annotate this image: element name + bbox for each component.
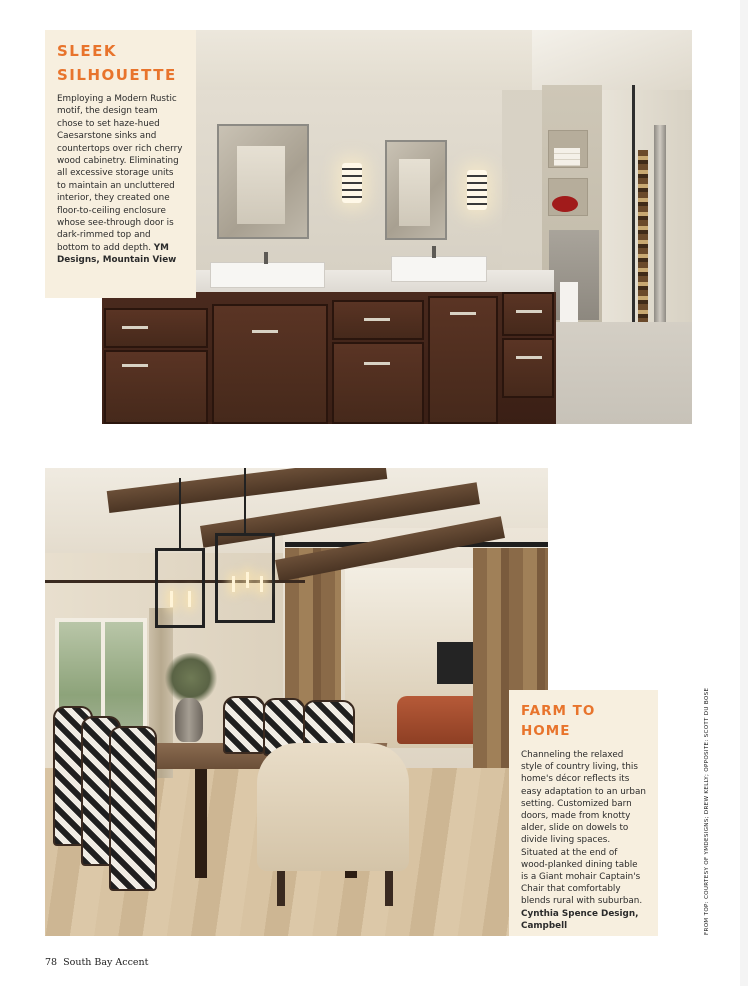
cabinet-drawer bbox=[104, 350, 208, 424]
table-leg bbox=[195, 768, 207, 878]
chandelier-chain bbox=[244, 468, 246, 533]
television bbox=[437, 642, 477, 684]
sleek-body-text: Employing a Modern Rustic motif, the design team chose to set haze-hued Caesarstone sinks and countertops over rich cherry wood cabinetry. Eliminating all excessive storage units to maintain an uncluttered interior, they created one floor-to-ceiling enclosure whose see-through door is dark-rimmed top and bottom to add depth. bbox=[57, 94, 183, 253]
patterned-dining-chair bbox=[109, 726, 157, 891]
sleek-body bbox=[57, 93, 184, 267]
faucet-right bbox=[432, 246, 436, 258]
drawer-pull bbox=[516, 356, 542, 359]
sleek-heading bbox=[57, 39, 177, 87]
branch-arrangement bbox=[163, 653, 219, 703]
farm-heading: FARM TO HOME bbox=[521, 703, 596, 739]
sleek-silhouette-caption bbox=[45, 30, 196, 298]
cabinet-drawer bbox=[104, 308, 208, 348]
farm-body bbox=[521, 749, 646, 932]
vanity-mirror-left bbox=[217, 124, 309, 239]
chair-leg bbox=[277, 866, 285, 906]
vessel-sink-right bbox=[391, 256, 487, 282]
red-flowers bbox=[552, 196, 578, 212]
dining-room-photo bbox=[45, 468, 548, 936]
drawer-pull bbox=[122, 326, 148, 329]
drawer-pull bbox=[450, 312, 476, 315]
cabinet-drawer bbox=[502, 292, 554, 336]
cabinet-door bbox=[212, 304, 328, 424]
cabinet-drawer bbox=[502, 338, 554, 398]
mosaic-tile-strip bbox=[638, 150, 648, 325]
chair-leg bbox=[385, 866, 393, 906]
sleek-heading-line-2: SILHOUETTE bbox=[57, 66, 177, 84]
faucet-left bbox=[264, 252, 268, 264]
wall-sconce-right bbox=[467, 170, 487, 210]
hand-towel bbox=[560, 282, 578, 326]
shower-column bbox=[654, 125, 666, 325]
page-folio bbox=[45, 957, 149, 968]
drawer-pull bbox=[364, 318, 390, 321]
page-number: 78 bbox=[45, 957, 58, 968]
vessel-sink-left bbox=[210, 262, 325, 288]
ceramic-vase bbox=[175, 698, 203, 742]
lantern-chandelier-right bbox=[215, 533, 275, 623]
page-gutter bbox=[740, 0, 748, 986]
drawer-pull bbox=[122, 364, 148, 367]
glass-door-frame bbox=[632, 85, 635, 360]
lantern-chandelier-left bbox=[155, 548, 205, 628]
orange-sofa bbox=[397, 696, 483, 744]
publication-name: South Bay Accent bbox=[63, 957, 149, 968]
drawer-pull bbox=[252, 330, 278, 333]
farm-to-home-caption bbox=[509, 690, 658, 936]
drawer-pull bbox=[364, 362, 390, 365]
farm-designer-credit: Cynthia Spence Design, Campbell bbox=[521, 908, 639, 931]
wall-sconce-left bbox=[342, 163, 362, 203]
chandelier-chain bbox=[179, 478, 181, 548]
sleek-heading-line-1: SLEEK bbox=[57, 42, 117, 60]
cabinet-drawer bbox=[332, 342, 424, 424]
photo-credit: FROM TOP: COURTESY OF YMDESIGNS; DREW KELLY; OPPOSITE: SCOTT DU BOSE bbox=[704, 687, 710, 935]
patterned-dining-chair bbox=[223, 696, 265, 754]
cabinet-door bbox=[428, 296, 498, 424]
drawer-pull bbox=[516, 310, 542, 313]
farm-body-text: Channeling the relaxed style of country living, this home's décor reflects its easy adaptation to an urban setting. Customized barn doors, made from knotty alder, slide on dowels to divide living spaces. Situated at the end of wood-planked dining table is a Giant mohair Captain's Chair that comfortably blends rural with suburban. bbox=[521, 750, 646, 907]
folded-towels bbox=[554, 148, 580, 166]
ceiling-recess bbox=[532, 30, 692, 90]
vanity-mirror-right bbox=[385, 140, 447, 240]
mohair-captains-chair bbox=[257, 743, 409, 871]
sleek-designer-credit: YM Designs, Mountain View bbox=[57, 242, 177, 266]
